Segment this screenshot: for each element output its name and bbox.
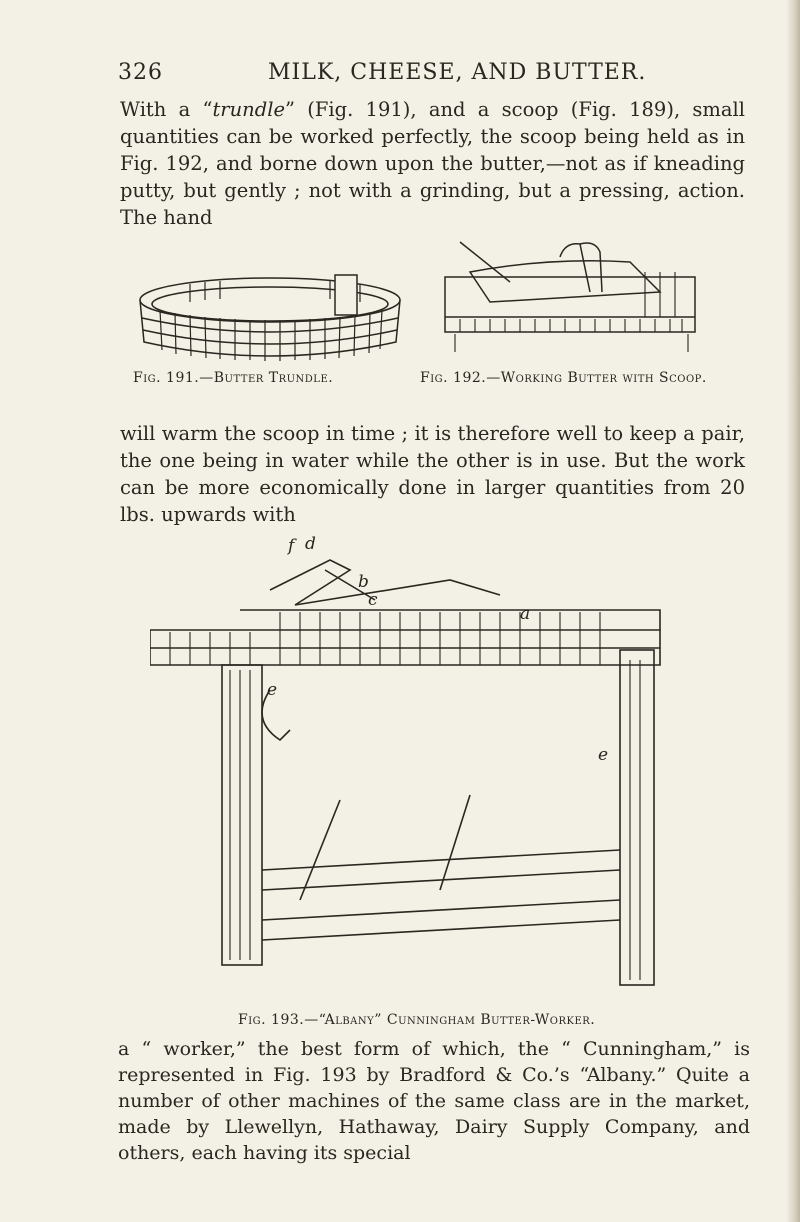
label-a: a — [520, 604, 531, 624]
paragraph-3: a “ worker,” the best form of which, the “ Cunningham,” is represented in Fig. 193 by Bradford & Co.’s “Albany.” Quite a number of other machines of the same class are in the market, made by Llewellyn, Hathaway, Dairy Supply Company, and others, each having its special — [118, 1038, 750, 1164]
label-c: c — [368, 590, 378, 610]
label-e-right: e — [598, 745, 609, 765]
butter-trundle-illustration — [130, 270, 410, 365]
figure-192-caption: Fig. 192.—Working Butter with Scoop. — [420, 370, 707, 386]
label-d: d — [305, 534, 316, 554]
page-edge-shadow — [786, 0, 800, 1222]
page-number: 326 — [118, 60, 163, 85]
running-title: MILK, CHEESE, AND BUTTER. — [268, 60, 647, 85]
paragraph-1-rest: ” (Fig. 191), and a scoop (Fig. 189), small quantities can be worked perfectly, the scoop being held as in Fig. 192, and borne down upon the butter,—not as if kneading putty, but gently ; not with a grinding, but a pressing, action. The hand — [120, 98, 745, 229]
butter-worker-illustration — [150, 540, 670, 1000]
label-b: b — [358, 572, 369, 592]
paragraph-1 — [120, 96, 745, 231]
figure-193-caption: Fig. 193.—“Albany” Cunningham Butter-Worker. — [238, 1012, 596, 1028]
paragraph-2: will warm the scoop in time ; it is therefore well to keep a pair, the one being in water while the other is in use. But the work can be more economically done in larger quantities from 20 lbs. upwards with — [120, 422, 745, 526]
label-e-left: e — [267, 680, 278, 700]
paragraph-1-start: With a “ — [120, 98, 213, 121]
scoop-working-illustration — [430, 232, 710, 362]
figure-191-caption: Fig. 191.—Butter Trundle. — [133, 370, 334, 386]
paragraph-1-italic-word: trundle — [212, 98, 285, 121]
label-f: f — [288, 536, 295, 556]
